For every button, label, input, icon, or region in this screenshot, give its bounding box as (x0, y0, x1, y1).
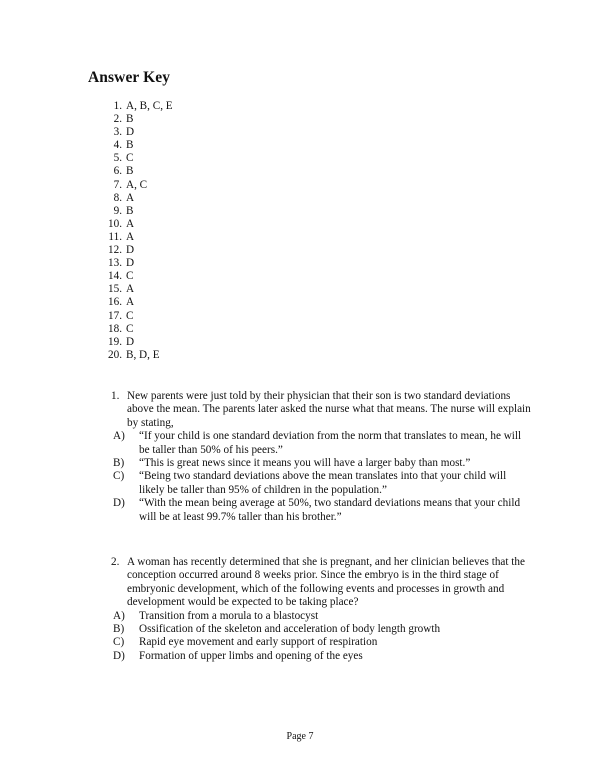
item-number: 4. (113, 139, 122, 152)
item-answer: D (126, 335, 135, 348)
option-text: Transition from a morula to a blastocyst (139, 609, 319, 622)
question-stem (111, 390, 531, 430)
item-answer: A (126, 283, 135, 296)
answer-option (111, 430, 531, 457)
answer-key-item (100, 139, 173, 152)
item-number: 8. (113, 191, 122, 204)
option-text: “This is great news since it means you will have a larger baby than most.” (139, 457, 471, 470)
option-letter: B) (113, 623, 125, 636)
answer-key-item (100, 283, 173, 296)
item-number: 9. (113, 204, 122, 217)
answer-options (111, 430, 531, 524)
answer-key-item (100, 244, 173, 257)
answer-key-item (100, 257, 173, 270)
item-answer: A, B, C, E (126, 100, 173, 112)
option-letter: C) (113, 636, 125, 649)
question-1 (111, 390, 531, 524)
item-number: 12. (108, 244, 122, 257)
option-letter: A) (113, 430, 125, 443)
answer-key-item (100, 192, 173, 205)
option-text: “Being two standard deviations above the mean translates into that your child will likely be taller than 95% of children in the population.” (139, 470, 507, 496)
item-answer: C (126, 309, 134, 322)
answer-key-title: Answer Key (88, 69, 171, 86)
option-text: Rapid eye movement and early support of respiration (139, 636, 378, 649)
item-answer: B (126, 113, 134, 126)
item-number: 14. (108, 270, 122, 283)
question-number: 2. (111, 556, 120, 568)
item-answer: D (126, 126, 135, 139)
option-letter: B) (113, 457, 125, 470)
item-number: 15. (108, 283, 122, 296)
item-number: 11. (108, 230, 122, 243)
answer-key-item (100, 218, 173, 231)
item-answer: A (126, 217, 135, 230)
item-number: 20. (108, 348, 122, 361)
item-answer: D (126, 244, 135, 257)
item-number: 10. (108, 217, 122, 230)
answer-key-item (100, 205, 173, 218)
item-number: 2. (113, 113, 122, 126)
item-answer: B (126, 165, 134, 178)
answer-option (111, 497, 531, 524)
item-answer: A, C (126, 178, 148, 191)
answer-key-item (100, 336, 173, 349)
item-number: 18. (108, 322, 122, 335)
answer-key-item (100, 349, 173, 362)
option-text: “If your child is one standard deviation from the norm that translates to mean, he will be taller than 50% of his peers.” (139, 430, 522, 456)
answer-option (111, 610, 531, 623)
option-text: “With the mean being average at 50%, two standard deviations means that your child will be at least 99.7% taller than his brother.” (139, 497, 521, 523)
answer-key-item (100, 100, 173, 113)
option-letter: D) (113, 649, 125, 662)
question-number: 1. (111, 390, 120, 402)
answer-option (111, 650, 531, 663)
item-number: 6. (113, 165, 122, 178)
option-text: Formation of upper limbs and opening of the eyes (139, 649, 363, 662)
answer-key-item (100, 165, 173, 178)
answer-key-item (100, 231, 173, 244)
option-letter: D) (113, 497, 125, 510)
item-number: 5. (113, 152, 122, 165)
item-number: 19. (108, 335, 122, 348)
item-number: 7. (113, 178, 122, 191)
answer-key-item (100, 126, 173, 139)
answer-option (111, 470, 531, 497)
item-answer: C (126, 152, 134, 165)
item-answer: D (126, 257, 135, 270)
item-answer: A (126, 230, 135, 243)
answer-key-item (100, 296, 173, 309)
answer-key-item (100, 270, 173, 283)
page-number: Page 7 (286, 731, 314, 742)
item-number: 1. (113, 100, 122, 112)
answer-options (111, 610, 531, 664)
item-answer: A (126, 191, 135, 204)
item-answer: B (126, 204, 134, 217)
question-stem (111, 556, 531, 610)
item-number: 17. (108, 309, 122, 322)
option-letter: A) (113, 609, 125, 622)
answer-key-item (100, 323, 173, 336)
answer-key-item (100, 179, 173, 192)
answer-key-item (100, 113, 173, 126)
item-answer: C (126, 322, 134, 335)
item-number: 3. (113, 126, 122, 139)
option-letter: C) (113, 470, 125, 483)
answer-option (111, 623, 531, 636)
item-answer: B (126, 139, 134, 152)
question-text: A woman has recently determined that she is pregnant, and her clinician believes that the conception occurred around 8 weeks prior. Since the embryo is in the third stage of embryonic development, which of the following events and processes in growth and development would be expected to be taking place? (127, 556, 525, 609)
answer-option (111, 457, 531, 470)
question-text: New parents were just told by their physician that their son is two standard deviations above the mean. The parents later asked the nurse what that means. The nurse will explain by stating, (127, 390, 531, 429)
item-answer: C (126, 270, 134, 283)
answer-key-item (100, 152, 173, 165)
answer-key-item (100, 310, 173, 323)
item-answer: B, D, E (126, 348, 160, 361)
answer-key-list (100, 100, 173, 362)
answer-option (111, 636, 531, 649)
item-number: 16. (108, 296, 122, 309)
option-text: Ossification of the skeleton and acceleration of body length growth (139, 623, 441, 636)
item-answer: A (126, 296, 135, 309)
item-number: 13. (108, 257, 122, 270)
question-2 (111, 556, 531, 663)
